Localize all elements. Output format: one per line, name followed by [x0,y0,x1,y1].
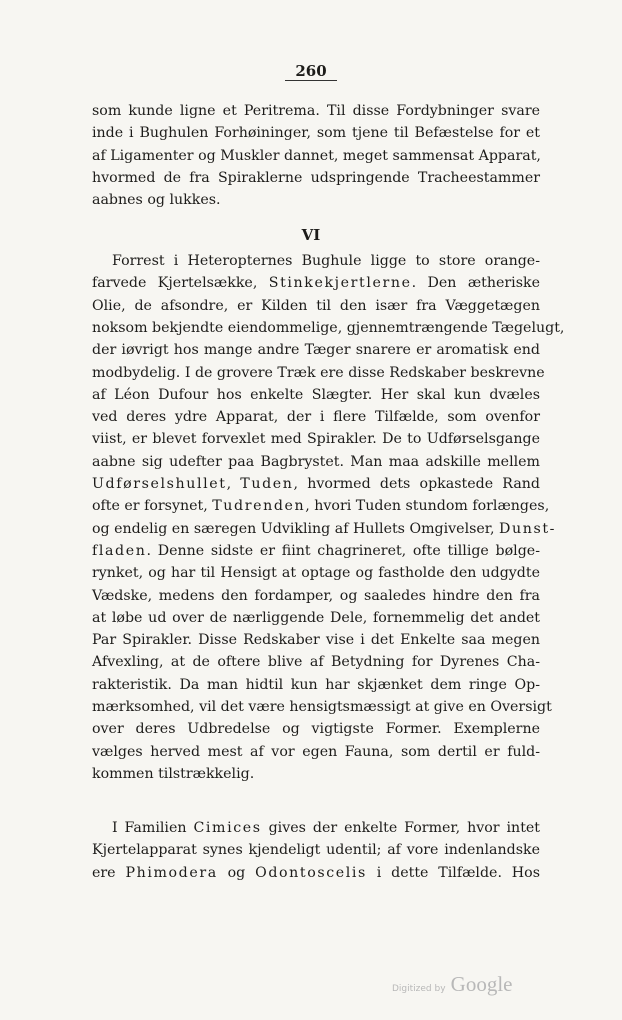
watermark-brand: Google [450,972,513,996]
text-line: over deres Udbredelse og vigtigste Former. Exemplerne [92,721,540,738]
text-line: af Ligamenter og Muskler dannet, meget sammensat Apparat, [92,147,541,164]
text-line: Forrest i Heteropternes Bughule ligge to store orange- [112,253,540,269]
text-line: Afvexling, at de oftere blive af Betydning for Dyrenes Cha- [92,654,540,671]
text-segment: i dette Tilfælde. Hos [366,864,540,881]
section-heading: VI [301,226,321,244]
spaced-term: Tudrenden [212,498,306,515]
text-line: vælges herved mest af vor egen Fauna, som dertil er fuld- [92,743,540,760]
text-line [112,817,540,839]
text-line: Olie, de afsondre, er Kilden til den især fra Væggetægen [92,297,540,314]
text-line: rynket, og har til Hensigt at optage og fastholde den udgydte [92,565,540,582]
text-line [92,862,540,884]
text-line: kommen tilstrækkelig. [92,765,255,782]
text-line: Par Spirakler. Disse Redskaber vise i det Enkelte saa megen [92,632,540,649]
spaced-term: Odontoscelis [255,864,367,881]
text-line: af Léon Dufour hos enkelte Slægter. Her skal kun dvæles [92,386,540,403]
watermark-prefix: Digitized by [392,984,446,994]
spaced-term: Phimodera [125,864,218,881]
text-line: aabnes og lukkes. [92,192,221,209]
text-line: inde i Bughulen Forhøininger, som tjene til Befæstelse for et [92,125,540,142]
text-segment: , hvormed dets opkastede Rand [293,476,540,492]
text-segment: og endelig en særegen Udvikling af Hullets Omgivelser, [92,520,500,537]
text-segment: ofte er forsynet, [92,498,213,515]
text-segment: . Denne sidste er fiint chagrineret, ofte tillige bølge- [146,542,540,559]
text-segment: , hvori Tuden stundom forlænges, [305,498,550,515]
text-line: ved deres ydre Apparat, der i flere Tilfælde, som ovenfor [92,409,540,426]
text-line [92,272,540,294]
text-line: aabne sig udefter paa Bagbrystet. Man maa adskille mellem [92,453,540,470]
text-line: Kjertelapparat synes kjendeligt udentil; af vore indenlandske [92,842,540,859]
text-line [92,473,540,495]
spaced-term: Cimices [193,820,262,836]
text-segment: I Familien [112,820,194,836]
text-segment: gives der enkelte Former, hvor intet [261,820,540,836]
text-line: noksom bekjendte eiendommelige, gjennemtrængende Tægelugt, [92,319,565,336]
text-segment: farvede Kjertelsække, [92,275,269,292]
text-line [92,518,557,540]
text-line: mærksomhed, vil det være hensigtsmæssigt at give en Oversigt [92,699,552,715]
text-line: som kunde ligne et Peritrema. Til disse Fordybninger svare [92,103,540,119]
page-number: 260 [0,62,622,81]
spaced-term: Udførselshullet [92,476,227,492]
spaced-term: fladen [92,542,147,559]
text-line: der iøvrigt hos mange andre Tæger snarere er aromatisk end [92,342,540,359]
text-segment: og [217,864,256,881]
text-line: modbydelig. I de grovere Træk ere disse Redskaber beskrevne [92,364,545,381]
text-line: viist, er blevet forvexlet med Spirakler. De to Udførselsgange [92,431,540,448]
text-line: rakteristik. Da man hidtil kun har skjænket dem ringe Op- [92,676,540,693]
spaced-term: Dunst- [499,520,557,537]
spaced-term: Tuden [240,476,294,492]
text-segment: . Den ætheriske [411,275,540,292]
text-line: hvormed de fra Spiraklerne udspringende Tracheestammer [92,169,540,186]
text-segment: ere [92,864,126,881]
text-line: at løbe ud over de nærliggende Dele, fornemmelig det andet [92,609,540,626]
text-line [92,540,540,562]
text-line [92,495,550,517]
text-line: Vædske, medens den fordamper, og saaledes hindre den fra [92,587,540,604]
digitized-watermark [392,972,512,997]
text-segment: , [226,476,241,492]
spaced-term: Stinkekjertlerne [268,275,412,292]
